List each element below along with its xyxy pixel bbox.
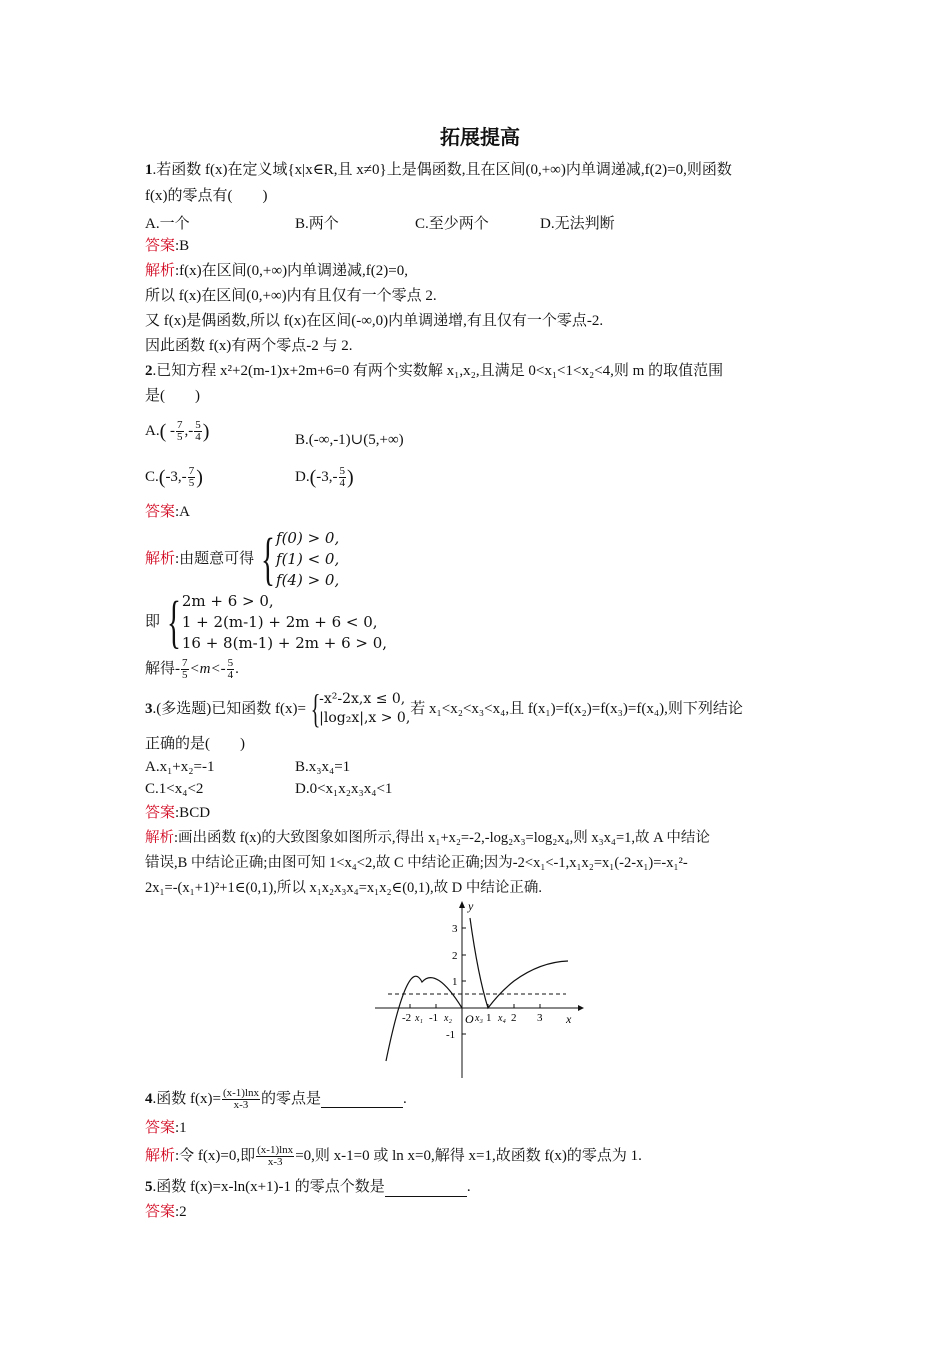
graph-x-tick: x₄	[498, 1013, 506, 1024]
q1-analysis-1	[145, 261, 408, 281]
q3-option-c: C.1<x₄<2	[145, 781, 204, 797]
q1-answer	[145, 236, 189, 256]
graph-x-tick: -1	[429, 1012, 439, 1024]
q2-inequality: 2m + 6 > 0,	[181, 591, 274, 610]
q1-option-d: D.无法判断	[540, 216, 615, 232]
q4-stem-post: 的零点是	[261, 1091, 322, 1107]
graph-x-tick: -2	[402, 1012, 412, 1024]
q3-stem-line1: 3 .(多选题)已知函数 f(x)= { -x²-2x,x ≤ 0, |log₂x|,x > 0, 若 x₁<x₂<x₃<x₄,且 f(x₁)=f(x₂)=f(x₃)=f(x₄),则下列结论	[145, 686, 743, 731]
q5-stem-text: .函数 f(x)=x-ln(x+1)-1 的零点个数是	[152, 1179, 385, 1195]
q5-number: 5	[145, 1179, 153, 1195]
graph-y-tick: 2	[452, 950, 458, 962]
answer-label: 答案	[145, 805, 176, 821]
q3-analysis-2: 错误,B 中结论正确;由图可知 1<x₄<2,故 C 中结论正确;因为-2<x₁<-1,x₁x₂=x₁(-2-x₁)=-x₁²-	[145, 855, 688, 871]
fraction: $\frac{(x-1)\ln x}{x-3}$	[222, 1086, 259, 1111]
graph-x-tick: 1	[486, 1012, 492, 1024]
q3-analysis-3: 2x₁=-(x₁+1)²+1∈(0,1),所以 x₁x₂x₃x₄=x₁x₂∈(0,1),故 D 中结论正确.	[145, 880, 542, 896]
q2-inequality: 1 + 2(m-1) + 2m + 6 < 0,	[181, 612, 378, 631]
q2-inequality: 16 + 8(m-1) + 2m + 6 > 0,	[181, 633, 388, 652]
q3-answer-value: :BCD	[175, 805, 211, 821]
q3-analysis-text1: :画出函数 f(x)的大致图象如图所示,得出 x₁+x₂=-2,-log₂x₃=log₂x₄,则 x₃x₄=1,故 A 中结论	[174, 830, 710, 846]
answer-blank[interactable]	[385, 1180, 467, 1197]
fraction: $\frac{5}{4}$	[227, 657, 234, 681]
q3-answer	[145, 803, 210, 823]
q5-answer	[145, 1202, 187, 1222]
q1-analysis-3: 又 f(x)是偶函数,所以 f(x)在区间(-∞,0)内单调递增,有且仅有一个零点-2.	[145, 313, 604, 329]
q2-option-c-prefix: C.	[145, 468, 159, 485]
fraction: $\frac{(x-1)\ln x}{x-3}$	[257, 1143, 294, 1168]
graph-y-tick: -1	[446, 1029, 456, 1041]
fraction: $\frac{5}{4}$	[195, 419, 201, 443]
q3-stem-post: 若 x₁<x₂<x₃<x₄,且 f(x₁)=f(x₂)=f(x₃)=f(x₄),则下列结论	[410, 701, 743, 717]
fraction: $\frac{7}{5}$	[177, 419, 183, 443]
q4-stem: 4 .函数 f(x)= $\frac{(x-1)\ln x}{x-3}$ 的零点是 .	[145, 1086, 407, 1111]
q2-inequality: f(0) > 0,	[276, 528, 340, 547]
answer-blank[interactable]	[321, 1091, 403, 1108]
q2-option-c: C.(-3,- $\frac{7}{5}$ )	[145, 465, 203, 489]
q3-stem-line2: 正确的是( )	[145, 736, 245, 752]
q5-stem: 5.函数 f(x)=x-ln(x+1)-1 的零点个数是 .	[145, 1179, 471, 1195]
q2-option-d-prefix: D.	[295, 468, 310, 485]
analysis-label: 解析	[145, 551, 176, 567]
q4-answer-value: :1	[175, 1120, 187, 1136]
graph-x-tick: 2	[511, 1012, 517, 1024]
q1-number: 1	[145, 162, 153, 178]
fraction: $\frac{5}{4}$	[339, 465, 346, 489]
q3-option-d: D.0<x₁x₂x₃x₄<1	[295, 781, 393, 797]
function-graph	[370, 896, 590, 1084]
q3-analysis-1	[145, 828, 710, 848]
page-title: 拓展提高	[440, 125, 520, 149]
q4-analysis: 解析 :令 f(x)=0,即 $\frac{(x-1)\ln x}{x-3}$ =0,则 x-1=0 或 ln x=0,解得 x=1,故函数 f(x)的零点为 1.	[145, 1143, 642, 1168]
q3-option-a: A.x₁+x₂=-1	[145, 759, 215, 775]
fraction: $\frac{7}{5}$	[182, 657, 188, 681]
graph-y-tick: 3	[452, 923, 458, 935]
q2-analysis-pre: :由题意可得	[175, 551, 255, 567]
q4-answer	[145, 1118, 187, 1138]
q1-analysis-4: 因此函数 f(x)有两个零点-2 与 2.	[145, 338, 353, 354]
graph-y-tick: 1	[452, 976, 458, 988]
q1-stem-line1	[145, 160, 732, 180]
q2-analysis-system1: 解析 :由题意可得 { f(0) > 0, f(1) < 0, f(4) > 0,	[145, 526, 340, 591]
q1-analysis-2: 所以 f(x)在区间(0,+∞)内有且仅有一个零点 2.	[145, 288, 437, 304]
q2-stem-line1	[145, 361, 723, 381]
q3-stem-pre: .(多选题)已知函数 f(x)=	[152, 701, 306, 717]
graph-x-tick: x₁	[415, 1013, 423, 1024]
q2-option-b: B.(-∞,-1)∪(5,+∞)	[295, 432, 404, 448]
q2-answer	[145, 502, 190, 522]
answer-label: 答案	[145, 238, 176, 254]
graph-x-tick: x₂	[444, 1013, 452, 1024]
analysis-label: 解析	[145, 830, 174, 846]
q2-ji: 即	[145, 614, 161, 630]
q1-analysis-text1: :f(x)在区间(0,+∞)内单调递减,f(2)=0,	[175, 263, 409, 279]
q4-number: 4	[145, 1091, 153, 1107]
q3-piece2: |log₂x|,x > 0,	[319, 710, 411, 726]
q5-answer-value: :2	[175, 1204, 187, 1220]
q1-option-b: B.两个	[295, 216, 339, 232]
analysis-label: 解析	[145, 1148, 176, 1164]
graph-x-tick: 3	[537, 1012, 543, 1024]
q2-inequality: f(1) < 0,	[276, 549, 340, 568]
q3-number: 3	[145, 701, 153, 717]
graph-x-label: x	[566, 1012, 572, 1026]
q3-piece1: -x²-2x,x ≤ 0,	[319, 691, 406, 707]
q2-number: 2	[145, 363, 153, 379]
q2-result: 解得- $\frac{7}{5}$ <m<- $\frac{5}{4}$ .	[145, 657, 239, 681]
analysis-label: 解析	[145, 263, 176, 279]
q1-stem-line2: f(x)的零点有( )	[145, 188, 268, 204]
q2-option-d: D.(-3,- $\frac{5}{4}$ )	[295, 465, 354, 489]
q1-option-c: C.至少两个	[415, 216, 489, 232]
graph-x-tick: x₃	[475, 1013, 483, 1024]
q4-stem-pre: .函数 f(x)=	[152, 1091, 221, 1107]
q3-option-b: B.x₃x₄=1	[295, 759, 351, 775]
q2-option-a-prefix: A.	[145, 422, 160, 439]
q1-option-a: A.一个	[145, 216, 190, 232]
q2-stem-text1: .已知方程 x²+2(m-1)x+2m+6=0 有两个实数解 x₁,x₂,且满足 0<x₁<1<x₂<4,则 m 的取值范围	[152, 363, 724, 379]
q2-analysis-system2: 即 { 2m + 6 > 0, 1 + 2(m-1) + 2m + 6 < 0, 16 + 8(m-1) + 2m + 6 > 0,	[145, 589, 388, 654]
answer-label: 答案	[145, 1120, 176, 1136]
graph-y-label: y	[468, 899, 474, 913]
q1-stem-text1: .若函数 f(x)在定义域{x|x∈R,且 x≠0}上是偶函数,且在区间(0,+∞)内单调递减,f(2)=0,则函数	[152, 162, 732, 178]
q2-option-a: A.( - $\frac{7}{5}$ ,- $\frac{5}{4}$ )	[145, 419, 210, 443]
q2-stem-line2: 是( )	[145, 388, 200, 404]
answer-label: 答案	[145, 504, 176, 520]
q1-answer-value: :B	[175, 238, 190, 254]
fraction: $\frac{7}{5}$	[188, 465, 195, 489]
q2-answer-value: :A	[175, 504, 191, 520]
graph-origin-label: O	[465, 1012, 474, 1026]
answer-label: 答案	[145, 1204, 176, 1220]
q2-inequality: f(4) > 0,	[276, 570, 340, 589]
